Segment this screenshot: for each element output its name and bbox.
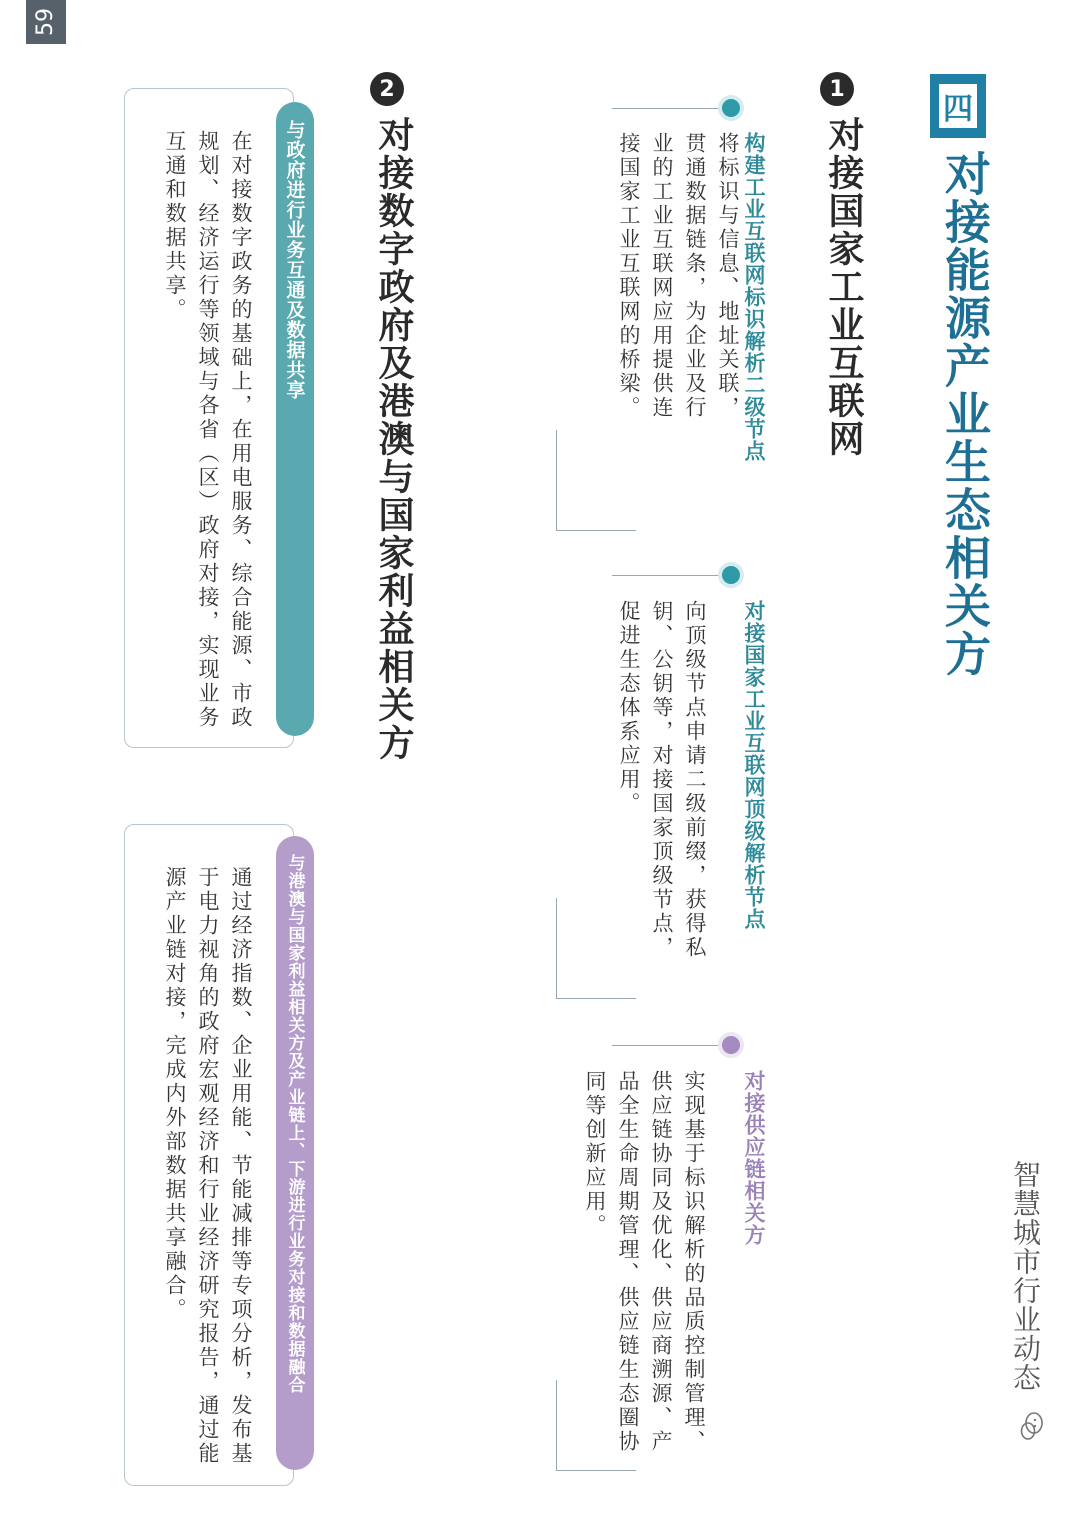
card1-body: 在对接数字政务的基础上，在用电服务、综合能源、市政规划、经济运行等领域与各省（区）政府对接，实现业务互通和数据共享。 xyxy=(163,130,253,730)
section-badge xyxy=(930,74,986,138)
page-number: 59 xyxy=(33,8,58,36)
card2-body: 通过经济指数、企业用能、节能减排等专项分析，发布基于电力视角的政府宏观经济和行业经济研究报告，通过能源产业链对接，完成内外部数据共享融合。 xyxy=(163,866,253,1466)
item2-connector xyxy=(612,575,722,576)
page-number-tab xyxy=(26,0,66,44)
item3-bracket-h xyxy=(556,1470,636,1471)
card2-heading: 与港澳与国家利益相关方及产业链上、下游进行业务对接和数据融合 xyxy=(284,854,305,1394)
sub1-number-icon xyxy=(820,72,854,106)
item1-heading: 构建工业互联网标识解析二级节点 xyxy=(742,132,766,462)
item1-dot-icon xyxy=(718,95,744,121)
item1-connector xyxy=(612,108,722,109)
item3-dot-icon xyxy=(718,1032,744,1058)
watermark-text: 智慧城市行业动态 xyxy=(1009,1160,1042,1392)
card1-heading-pill xyxy=(276,102,314,736)
sub1-title: 对接国家工业互联网 xyxy=(823,116,864,458)
item2-bracket-v xyxy=(556,898,557,998)
sub2-title: 对接数字政府及港澳与国家利益相关方 xyxy=(373,116,414,762)
sub1-number: 1 xyxy=(829,76,845,102)
item1-body: 将标识与信息、地址关联，贯通数据链条，为企业及行业的工业互联网应用提供连接国家工业互联网的桥梁。 xyxy=(617,132,740,420)
card2-heading-pill xyxy=(276,836,314,1470)
section-badge-label: 四 xyxy=(943,92,973,127)
card1-heading: 与政府进行业务互通及数据共享 xyxy=(283,120,306,400)
item3-bracket-v xyxy=(556,1380,557,1470)
sub2-number: 2 xyxy=(379,76,395,102)
item2-dot-icon xyxy=(718,562,744,588)
sub2-number-icon xyxy=(370,72,404,106)
item3-heading: 对接供应链相关方 xyxy=(742,1070,766,1246)
item1-bracket-v xyxy=(556,430,557,530)
wechat-icon xyxy=(1017,1411,1045,1441)
item1-bracket-h xyxy=(556,530,636,531)
section-title: 对接能源产业生态相关方 xyxy=(938,150,992,678)
item3-body: 实现基于标识解析的品质控制管理、供应链协同及优化、供应商溯源、产品全生命周期管理、供应链生态圈协同等创新应用。 xyxy=(583,1070,706,1454)
item2-bracket-h xyxy=(556,998,636,999)
item3-connector xyxy=(612,1045,722,1046)
item2-heading: 对接国家工业互联网顶级解析节点 xyxy=(742,600,766,930)
item2-body: 向顶级节点申请二级前缀，获得私钥、公钥等，对接国家顶级节点，促进生态体系应用。 xyxy=(617,600,707,960)
watermark xyxy=(1004,1462,1054,1502)
